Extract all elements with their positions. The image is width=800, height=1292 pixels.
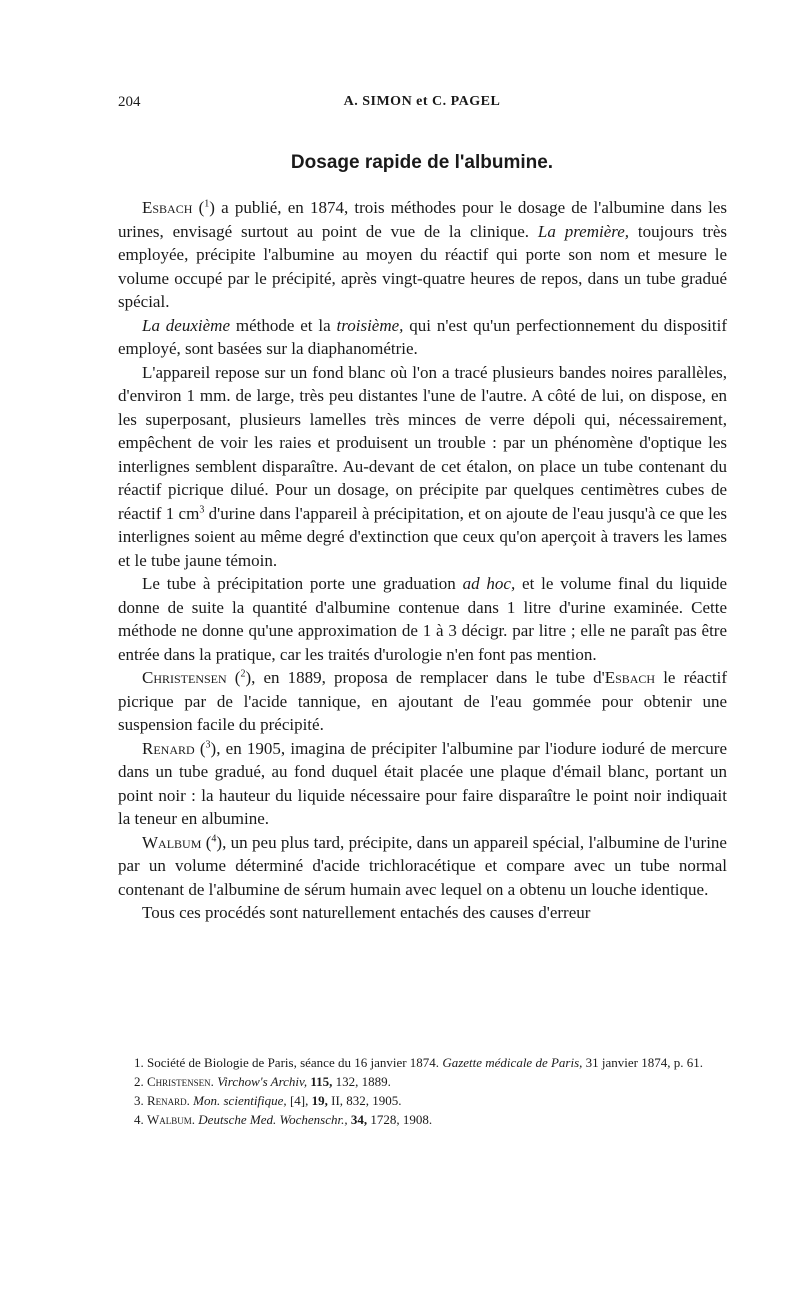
footnote-2 (118, 1072, 727, 1091)
paragraph-2-emphasis-1: La deuxième (142, 315, 230, 335)
footnote-4-volume: 34, (350, 1112, 368, 1127)
footnote-1-text-1: 1. Société de Biologie de Paris, séance du 16 janvier 1874. (134, 1055, 440, 1070)
body-text (118, 196, 727, 925)
paragraph-2 (118, 314, 727, 361)
footnote-4-journal: Deutsche Med. Wochenschr., (198, 1112, 348, 1127)
paragraph-3 (118, 361, 727, 573)
page-number: 204 (118, 94, 141, 110)
footnote-3 (118, 1091, 727, 1110)
paragraph-2-text-2: qui n'est qu'un perfectionnement du dispositif employé, sont basées sur la diaphanométrie. (118, 315, 728, 358)
footnotes (118, 1053, 727, 1129)
footnote-ref-4: 4 (211, 832, 217, 844)
footnote-2-number: 2. (134, 1074, 144, 1089)
footnote-3-series: [4], (289, 1093, 309, 1108)
paragraph-6: Renard ($^3$), en 1905, imagina de précipiter l'albumine par l'iodure ioduré de mercure dans un tube gradué, au fond duquel était placée une plaque d'émail blanc, portant un point noir : la hauteur du liquide nécessaire pour faire disparaître le point noir indiquait la teneur en albumine. (118, 738, 727, 828)
paragraph-8-text: Tous ces procédés sont naturellement entachés des causes d'erreur (142, 903, 591, 922)
paragraph-5-text-1: , en 1889, proposa de remplacer dans le tube d' (251, 668, 605, 687)
footnote-2-journal: Virchow's Archiv, (217, 1074, 308, 1089)
footnote-3-number: 3. (134, 1093, 144, 1108)
running-head-authors: A. SIMON et C. PAGEL (343, 94, 501, 109)
footnote-4-text: 1728, 1908. (370, 1112, 433, 1127)
paragraph-8 (118, 901, 727, 925)
paragraph-2-emphasis-2: troisième, (336, 315, 404, 335)
running-head (118, 94, 726, 116)
paragraph-2-text-1: méthode et la (235, 315, 331, 335)
footnote-4-number: 4. (134, 1112, 144, 1127)
section-title: Dosage rapide de l'albumine. (290, 152, 554, 173)
author-name-walbum: Walbum (142, 832, 202, 852)
footnote-3-journal: Mon. scientifique, (193, 1093, 287, 1108)
footnote-1 (118, 1053, 727, 1072)
footnote-3-text: II, 832, 1905. (331, 1093, 402, 1108)
paragraph-5: Christensen ($^2$), en 1889, proposa de remplacer dans le tube d'Esbach le réactif picrique par de l'acide tannique, en ajoutant de l'eau gommée pour obtenir une suspension facile du précipité. (118, 668, 727, 734)
paragraph-4-emphasis: ad hoc, (462, 574, 516, 593)
footnote-2-volume: 115, (310, 1074, 333, 1089)
author-name-esbach: Esbach (142, 198, 193, 217)
footnote-ref-1: 1 (204, 198, 210, 210)
paragraph-4-text-2: et le volume final du liquide donne de suite la quantité d'albumine contenue dans 1 litre d'urine examinée. Cette méthode ne donne qu'une approximation de 1 à 3 décigr. par litre ; elle ne paraît pas être entrée dans la pratique, car les traités d'urologie n'en font pas mention. (118, 574, 728, 664)
author-name-esbach-2: Esbach (604, 668, 656, 687)
author-name-renard: Renard (142, 738, 195, 758)
paragraph-7: Walbum ($^4$), un peu plus tard, précipite, dans un appareil spécial, l'albumine de l'urine par un volume déterminé d'acide trichloracétique et compare avec un tube normal contenant de l'albumine de sérum humain avec lequel on a obtenu un louche identique. (118, 832, 727, 899)
superscript-cubed: 3 (199, 503, 205, 515)
footnote-2-author: Christensen. (147, 1074, 214, 1089)
footnote-4 (118, 1110, 727, 1129)
paragraph-4 (118, 572, 727, 666)
paragraph-5-text-2: le réactif picrique par de l'acide tannique, en ajoutant de l'eau gommée pour obtenir une suspension facile du précipité. (118, 668, 727, 734)
footnote-ref-2: 2 (240, 668, 246, 680)
paragraph-6-text: , en 1905, imagina de précipiter l'albumine par l'iodure ioduré de mercure dans un tube gradué, au fond duquel était placée une plaque d'émail blanc, portant un point noir : la hauteur du liquide nécessaire pour faire disparaître le point noir indiquait la teneur en albumine. (118, 738, 727, 828)
paragraph-1: Esbach ($^1$) a publié, en 1874, trois méthodes pour le dosage de l'albumine dans les urines, envisagé surtout au point de vue de la clinique. La première, toujours très employée, précipite l'albumine au moyen du réactif qui porte son nom et mesure le volume occupé par le précipité, après vingt-quatre heures de repos, dans un tube gradué spécial. (118, 198, 728, 311)
footnote-1-journal: Gazette médicale de Paris, (442, 1055, 583, 1070)
paragraph-1-emphasis: La première, (537, 221, 630, 241)
footnote-3-author: Renard. (147, 1093, 190, 1108)
paragraph-4-text-1: Le tube à précipitation porte une graduation (142, 574, 456, 593)
footnote-4-author: Walbum. (147, 1112, 196, 1127)
footnote-3-volume: 19, (311, 1093, 328, 1108)
paragraph-7-text: , un peu plus tard, précipite, dans un appareil spécial, l'albumine de l'urine par un volume déterminé d'acide trichloracétique et compare avec un tube normal contenant de l'albumine de sérum humain avec lequel on a obtenu un louche identique. (118, 832, 727, 899)
footnote-ref-3: 3 (205, 738, 211, 750)
footnote-2-text: 132, 1889. (335, 1074, 391, 1089)
paragraph-1-text-continued: toujours très employée, précipite l'albumine au moyen du réactif qui porte son nom et mesure le volume occupé par le précipité, après vingt-quatre heures de repos, dans un tube gradué spécial. (118, 221, 728, 311)
author-name-christensen: Christensen (142, 668, 227, 687)
paragraph-3-text-2: d'urine dans l'appareil à précipitation, et on ajoute de l'eau jusqu'à ce que les interlignes soient au même degré d'extinction que ceux qu'on aperçoit à travers les lames et le tube jaune témoin. (118, 503, 727, 570)
paragraph-3-text-1: L'appareil repose sur un fond blanc où l'on a tracé plusieurs bandes noires parallèles, d'environ 1 mm. de large, très peu distantes l'une de l'autre. A côté de lui, on dispose, en les superposant, plusieurs lamelles très minces de verre dépoli qui, nécessairement, empêchent de voir les raies et produisent un trouble : par un phénomène d'optique les interlignes semblent disparaître. Au-devant de cet étalon, on place un tube contenant du réactif picrique dilué. Pour un dosage, on précipite par quelques centimètres cubes de réactif 1 cm (118, 362, 727, 523)
footnote-1-text-2: 31 janvier 1874, p. 61. (585, 1055, 703, 1070)
paragraph-1-text: a publié, en 1874, trois méthodes pour le dosage de l'albumine dans les urines, envisagé surtout au point de vue de la clinique. (118, 198, 727, 241)
